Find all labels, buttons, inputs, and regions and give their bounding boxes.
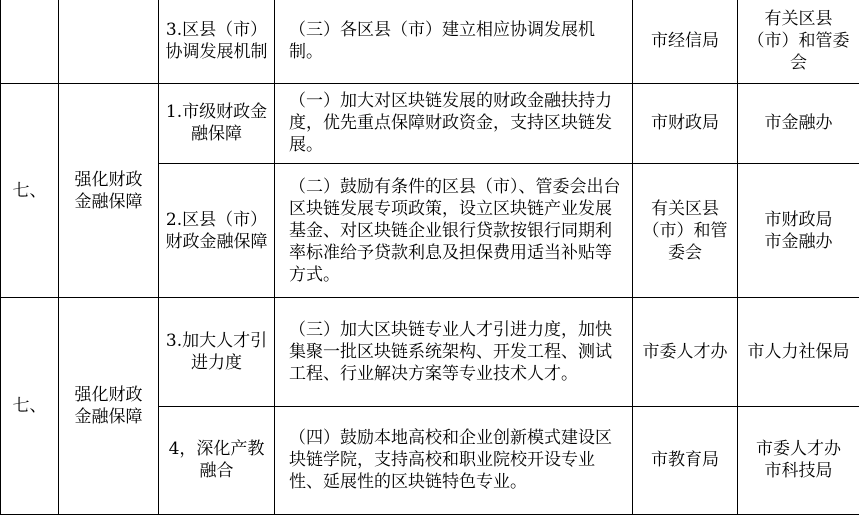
lead-unit-cell: 市财政局: [633, 83, 738, 163]
item-cell: 2.区县（市）财政金融保障: [159, 163, 275, 297]
item-cell: 4，深化产教融合: [159, 406, 275, 514]
lead-unit-cell: 市教育局: [633, 406, 738, 514]
item-cell: 3.区县（市）协调发展机制: [159, 0, 275, 83]
partner-unit-cell: 市人力社保局: [738, 298, 859, 406]
table-row: [1, 298, 859, 406]
category-cell: [59, 0, 159, 83]
number-cell: 七、: [1, 83, 59, 298]
partner-unit-cell: 市委人才办 市科技局: [738, 406, 859, 514]
measure-cell: （二）鼓励有条件的区县（市）、管委会出台区块链发展专项政策，设立区块链产业发展基金、对区块链企业银行贷款按银行同期利率标准给予贷款利息及担保费用适当补贴等方式。: [275, 163, 633, 297]
lead-unit-cell: 有关区县（市）和管委会: [633, 163, 738, 297]
number-cell: [1, 0, 59, 83]
partner-unit-cell: 市财政局 市金融办: [738, 163, 859, 297]
partner-unit-cell: 有关区县（市）和管委会: [738, 0, 859, 83]
measure-cell: （四）鼓励本地高校和企业创新模式建设区块链学院，支持高校和职业院校开设专业性、延展性的区块链特色专业。: [275, 406, 633, 514]
measure-cell: （三）加大区块链专业人才引进力度，加快集聚一批区块链系统架构、开发工程、测试工程、行业解决方案等专业技术人才。: [275, 298, 633, 406]
lead-unit-cell: 市经信局: [633, 0, 738, 83]
item-cell: 3.加大人才引进力度: [159, 298, 275, 406]
number-cell: 七、: [1, 298, 59, 515]
table-row: [1, 83, 859, 163]
category-cell: 强化财政金融保障: [59, 83, 159, 298]
partner-unit-cell: 市金融办: [738, 83, 859, 163]
item-cell: 1.市级财政金融保障: [159, 83, 275, 163]
table-row: [1, 0, 859, 83]
category-cell: 强化财政金融保障: [59, 298, 159, 515]
measure-cell: （一）加大对区块链发展的财政金融扶持力度，优先重点保障财政资金，支持区块链发展。: [275, 83, 633, 163]
measure-cell: （三）各区县（市）建立相应协调发展机制。: [275, 0, 633, 83]
lead-unit-cell: 市委人才办: [633, 298, 738, 406]
